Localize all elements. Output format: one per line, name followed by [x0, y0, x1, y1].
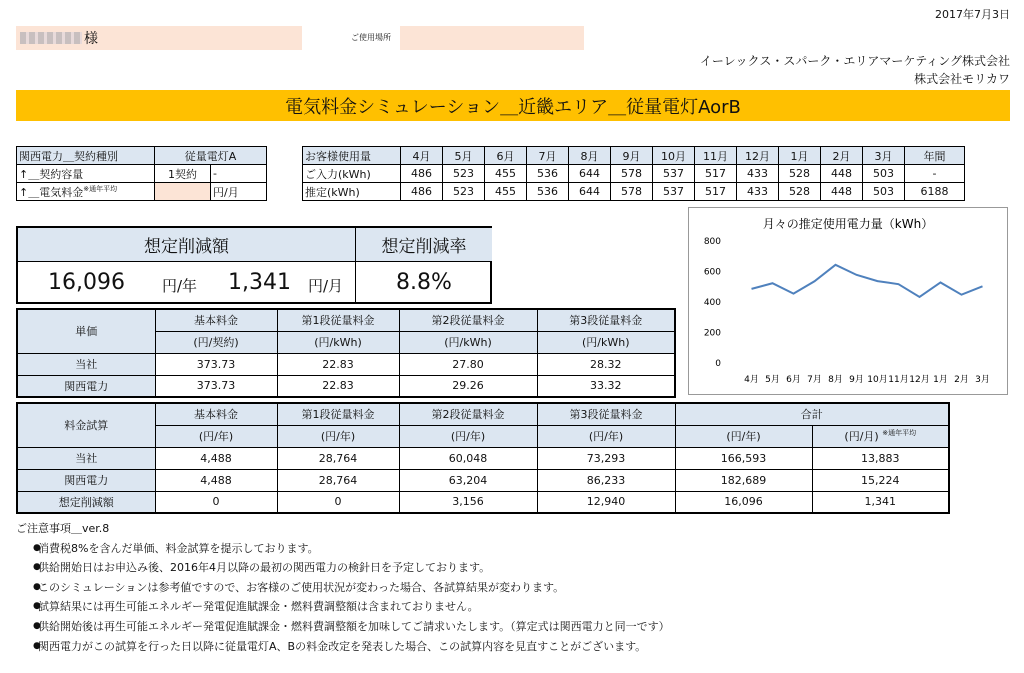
usage-cell: 448: [821, 183, 863, 201]
savings-monthly: 1,341: [228, 270, 291, 295]
month-header: 7月: [527, 147, 569, 165]
usage-cell: 517: [695, 183, 737, 201]
table-cell: 29.26: [399, 375, 537, 397]
notes-title: ご注意事項＿ver.8: [16, 522, 110, 535]
x-tick-label: 3月: [975, 375, 990, 385]
usage-cell: 578: [611, 165, 653, 183]
note-item: ● 関西電力がこの試算を行った日以降に従量電灯A、Bの料金改定を発表した場合、この試算内容を見直すことがございます。: [16, 637, 670, 657]
month-header: 10月: [653, 147, 695, 165]
usage-cell: 537: [653, 183, 695, 201]
usage-cell: 517: [695, 165, 737, 183]
place-field: [400, 26, 584, 50]
savings-yearly-unit: 円/年: [162, 277, 198, 295]
usage-cell: 528: [779, 165, 821, 183]
table-cell: 86,233: [537, 469, 675, 491]
month-header: 5月: [443, 147, 485, 165]
note-item: ● このシミュレーションは参考値ですので、お客様のご使用状況が変わった場合、各試算結果が変わります。: [16, 578, 670, 598]
month-header: 3月: [863, 147, 905, 165]
savings-yearly: 16,096: [48, 270, 125, 295]
usage-cell: 578: [611, 183, 653, 201]
y-tick-label: 200: [703, 328, 721, 339]
notes-section: [16, 519, 670, 656]
usage-est-label: 推定(kWh): [303, 183, 401, 201]
month-header: 6月: [485, 147, 527, 165]
table-cell: 28,764: [277, 469, 399, 491]
x-tick-label: 6月: [786, 375, 801, 385]
contract-type-label: 関西電力＿契約種別: [17, 147, 155, 165]
usage-cell: 644: [569, 183, 611, 201]
price-header: 第3段従量料金: [537, 309, 675, 331]
month-header: 9月: [611, 147, 653, 165]
table-cell: 28,764: [277, 447, 399, 469]
contract-capacity-extra: -: [211, 165, 267, 183]
y-tick-label: 0: [715, 359, 721, 369]
chart-title: 月々の推定使用電力量（kWh）: [762, 217, 934, 231]
price-header: 第1段従量料金: [277, 309, 399, 331]
contract-fee-input: [155, 183, 211, 201]
row-label: 当社: [17, 447, 155, 469]
calc-total-year-unit: (円/年): [675, 425, 812, 447]
note-item: ● 供給開始日はお申込み後、2016年4月以降の最初の関西電力の検針日を予定しております。: [16, 558, 670, 578]
table-cell: 63,204: [399, 469, 537, 491]
price-header-unit: (円/契約): [155, 331, 277, 353]
contract-capacity-value: 1契約: [155, 165, 211, 183]
table-cell: 373.73: [155, 375, 277, 397]
usage-cell: 455: [485, 165, 527, 183]
contract-fee-text: ↑＿電気料金: [19, 185, 84, 199]
contract-type-value: 従量電灯A: [155, 147, 267, 165]
series-line: [752, 265, 983, 297]
table-row: [17, 375, 675, 397]
table-cell: 166,593: [675, 447, 812, 469]
document-date: 2017年7月3日: [935, 8, 1010, 21]
month-header: 2月: [821, 147, 863, 165]
month-header: 4月: [401, 147, 443, 165]
calc-header-unit: (円/年): [277, 425, 399, 447]
usage-cell: 433: [737, 165, 779, 183]
calc-table-label: 料金試算: [17, 403, 155, 447]
savings-rate: 8.8%: [396, 269, 452, 295]
row-label: 関西電力: [17, 375, 155, 397]
usage-cell: -: [905, 165, 965, 183]
table-cell: 12,940: [537, 491, 675, 513]
price-header-unit: (円/kWh): [399, 331, 537, 353]
table-cell: 60,048: [399, 447, 537, 469]
table-cell: 16,096: [675, 491, 812, 513]
table-cell: 3,156: [399, 491, 537, 513]
table-cell: 4,488: [155, 469, 277, 491]
usage-cell: 523: [443, 165, 485, 183]
usage-table: [302, 146, 965, 201]
calc-total-header: 合計: [675, 403, 949, 425]
table-cell: 33.32: [537, 375, 675, 397]
usage-cell: 644: [569, 165, 611, 183]
table-cell: 22.83: [277, 375, 399, 397]
redacted-name: [20, 32, 82, 44]
fee-calculation-table: [16, 402, 950, 514]
table-cell: 4,488: [155, 447, 277, 469]
x-tick-label: 10月: [867, 375, 888, 385]
customer-suffix: 様: [84, 31, 98, 47]
row-label: 想定削減額: [17, 491, 155, 513]
note-item: ● 試算結果には再生可能エネルギー発電促進賦課金・燃料費調整額は含まれておりません。: [16, 597, 670, 617]
usage-cell: 503: [863, 165, 905, 183]
contract-fee-unit: 円/月: [211, 183, 267, 201]
usage-cell: 537: [653, 165, 695, 183]
calc-header: 第2段従量料金: [399, 403, 537, 425]
table-cell: 373.73: [155, 353, 277, 375]
month-header: 12月: [737, 147, 779, 165]
month-header: 8月: [569, 147, 611, 165]
calc-total-month-text: (円/月): [844, 430, 879, 443]
x-tick-label: 11月: [888, 375, 909, 385]
x-tick-label: 2月: [954, 375, 969, 385]
x-tick-label: 5月: [765, 375, 780, 385]
usage-cell: 448: [821, 165, 863, 183]
calc-header: 第3段従量料金: [537, 403, 675, 425]
note-item: ● 消費税8%を含んだ単価、料金試算を提示しております。: [16, 539, 670, 559]
table-cell: 182,689: [675, 469, 812, 491]
y-tick-label: 400: [703, 298, 721, 308]
unit-price-table: [16, 308, 676, 398]
table-cell: 0: [155, 491, 277, 513]
month-header: 11月: [695, 147, 737, 165]
usage-header-label: お客様使用量: [303, 147, 401, 165]
savings-amount-label: 想定削減額: [18, 228, 356, 262]
table-cell: 1,341: [812, 491, 949, 513]
usage-cell: 503: [863, 183, 905, 201]
y-tick-label: 600: [703, 267, 721, 278]
usage-cell: 536: [527, 165, 569, 183]
calc-total-note: ※通年平均: [882, 429, 917, 437]
x-tick-label: 1月: [933, 375, 948, 385]
usage-cell: 486: [401, 165, 443, 183]
calc-header: 基本料金: [155, 403, 277, 425]
month-header: 1月: [779, 147, 821, 165]
table-cell: 0: [277, 491, 399, 513]
usage-input-label: ご入力(kWh): [303, 165, 401, 183]
contract-fee-label: [17, 183, 155, 201]
table-cell: 22.83: [277, 353, 399, 375]
table-row: [17, 447, 949, 469]
calc-header: 第1段従量料金: [277, 403, 399, 425]
savings-rate-label: 想定削減率: [356, 228, 492, 262]
price-table-label: 単価: [17, 309, 155, 353]
usage-cell: 6188: [905, 183, 965, 201]
table-cell: 73,293: [537, 447, 675, 469]
contract-fee-note: ※通年平均: [83, 184, 118, 193]
savings-amount-values: [18, 262, 356, 302]
x-tick-label: 9月: [849, 375, 864, 385]
usage-cell: 486: [401, 183, 443, 201]
usage-chart: [688, 207, 1008, 395]
usage-chart-svg: [689, 208, 1007, 394]
company-name-2: 株式会社モリカワ: [914, 72, 1010, 86]
page-title: 電気料金シミュレーション＿近畿エリア＿従量電灯AorB: [16, 90, 1010, 121]
table-row: [17, 353, 675, 375]
row-label: 当社: [17, 353, 155, 375]
usage-cell: 536: [527, 183, 569, 201]
table-row: [17, 491, 949, 513]
x-tick-label: 12月: [909, 375, 930, 385]
calc-header-unit: (円/年): [155, 425, 277, 447]
contract-capacity-label: ↑＿契約容量: [17, 165, 155, 183]
place-label: ご使用場所: [351, 33, 391, 42]
price-header: 第2段従量料金: [399, 309, 537, 331]
company-name-1: イーレックス・スパーク・エリアマーケティング株式会社: [699, 54, 1010, 68]
price-header-unit: (円/kWh): [537, 331, 675, 353]
customer-name-field: [16, 26, 302, 50]
table-cell: 27.80: [399, 353, 537, 375]
price-header-unit: (円/kWh): [277, 331, 399, 353]
table-cell: 13,883: [812, 447, 949, 469]
table-cell: 15,224: [812, 469, 949, 491]
table-cell: 28.32: [537, 353, 675, 375]
x-tick-label: 8月: [828, 375, 843, 385]
month-header: 年間: [905, 147, 965, 165]
x-tick-label: 4月: [744, 375, 759, 385]
calc-header-unit: (円/年): [537, 425, 675, 447]
calc-total-month-unit: [812, 425, 949, 447]
row-label: 関西電力: [17, 469, 155, 491]
price-header: 基本料金: [155, 309, 277, 331]
note-item: ● 供給開始後は再生可能エネルギー発電促進賦課金・燃料費調整額を加味してご請求いたします。（算定式は関西電力と同一です）: [16, 617, 670, 637]
savings-summary: [16, 226, 492, 304]
x-tick-label: 7月: [807, 375, 822, 385]
contract-table: [16, 146, 267, 201]
usage-cell: 523: [443, 183, 485, 201]
table-row: [17, 469, 949, 491]
calc-header-unit: (円/年): [399, 425, 537, 447]
y-tick-label: 800: [703, 237, 721, 247]
usage-cell: 433: [737, 183, 779, 201]
savings-monthly-unit: 円/月: [308, 277, 344, 295]
usage-cell: 528: [779, 183, 821, 201]
usage-cell: 455: [485, 183, 527, 201]
